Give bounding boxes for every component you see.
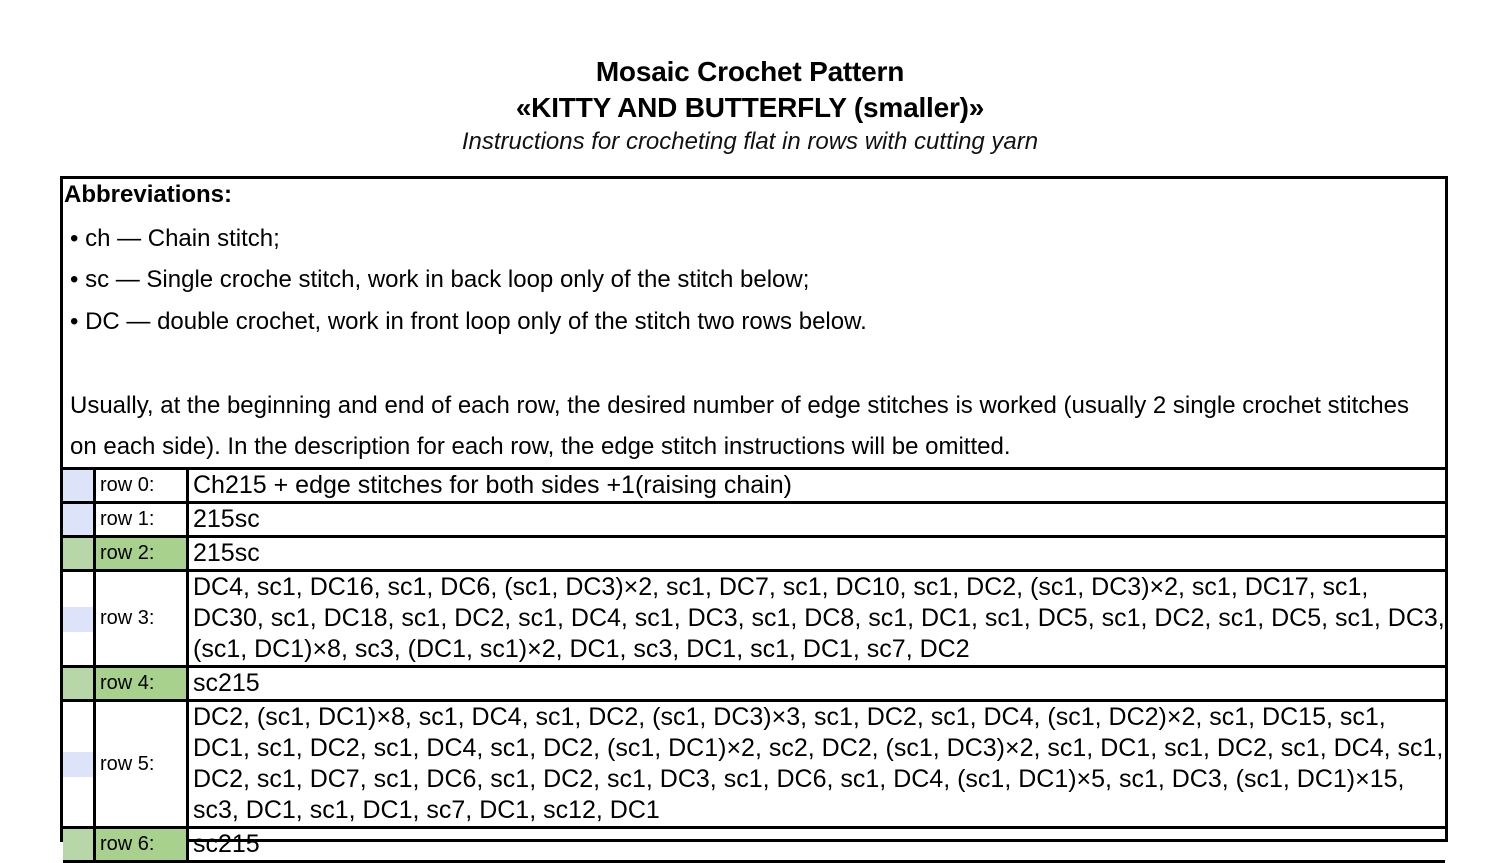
row-label: row 5: [95,701,188,828]
row-instruction: sc215 [188,667,1446,701]
row-color-swatch [63,752,93,777]
row-instructions-table [63,467,1445,863]
row-color-marker [63,469,95,503]
row-color-swatch [63,504,93,535]
abbreviation-dc: • DC — double crochet, work in front loop only of the stitch two rows below. [70,308,867,335]
row-instruction: Ch215 + edge stitches for both sides +1(raising chain) [188,469,1446,503]
row-color-swatch [63,470,93,501]
row-instruction: DC2, (sc1, DC1)×8, sc1, DC4, sc1, DC2, (sc1, DC3)×3, sc1, DC2, sc1, DC4, (sc1, DC2)×2, sc1, DC15, sc1, DC1, sc1, DC2, sc1, DC4, sc1, DC2, (sc1, DC1)×2, sc2, DC2, (sc1, DC3)×2, sc1, DC1, sc1, DC2, sc1, DC4, sc1, DC2, sc1, DC7, sc1, DC6, sc1, DC2, sc1, DC3, sc1, DC6, sc1, DC4, (sc1, DC1)×5, sc1, DC3, (sc1, DC1)×15, sc3, DC1, sc1, DC1, sc7, DC1, sc12, DC1 [188,701,1446,828]
table-row [63,701,1445,828]
abbreviation-sc: • sc — Single croche stitch, work in back loop only of the stitch below; [70,266,810,293]
row-label: row 0: [95,469,188,503]
row-color-swatch [63,538,93,569]
abbreviation-ch: • ch — Chain stitch; [70,225,280,252]
row-color-swatch [63,668,93,699]
pattern-frame [60,176,1448,858]
pattern-header [0,54,1500,158]
pattern-title: Mosaic Crochet Pattern [595,56,905,87]
table-row [63,503,1445,537]
row-color-marker [63,503,95,537]
row-instruction: 215sc [188,537,1446,571]
row-label: row 4: [95,667,188,701]
row-color-marker [63,828,95,862]
row-instruction: sc215 [188,828,1446,862]
row-label: row 1: [95,503,188,537]
row-color-marker [63,537,95,571]
pattern-subtitle: Instructions for crocheting flat in rows with cutting yarn [461,128,1039,155]
table-row [63,667,1445,701]
row-color-marker [63,701,95,828]
table-row [63,469,1445,503]
row-color-swatch [63,829,93,860]
edge-stitch-note: Usually, at the beginning and end of each row, the desired number of edge stitches is worked (usually 2 single crochet stitches on each side). In the description for each row, the edge stitch instructions will be omitted. [70,392,1409,460]
row-color-swatch [63,607,93,632]
table-row [63,571,1445,667]
row-label: row 3: [95,571,188,667]
row-instruction: DC4, sc1, DC16, sc1, DC6, (sc1, DC3)×2, sc1, DC7, sc1, DC10, sc1, DC2, (sc1, DC3)×2, sc1, DC17, sc1, DC30, sc1, DC18, sc1, DC2, sc1, DC4, sc1, DC3, sc1, DC8, sc1, DC1, sc1, DC5, sc1, DC2, sc1, DC5, sc1, DC3, (sc1, DC1)×8, sc3, (DC1, sc1)×2, DC1, sc3, DC1, sc1, DC1, sc7, DC2 [188,571,1446,667]
row-color-marker [63,571,95,667]
abbreviations-section [63,179,1445,467]
abbreviations-heading: Abbreviations: [64,181,233,208]
row-color-marker [63,667,95,701]
table-row [63,537,1445,571]
row-instruction: 215sc [188,503,1446,537]
row-label: row 2: [95,537,188,571]
table-row [63,828,1445,862]
row-label: row 6: [95,828,188,862]
pattern-name: «KITTY AND BUTTERFLY (smaller)» [515,92,985,123]
